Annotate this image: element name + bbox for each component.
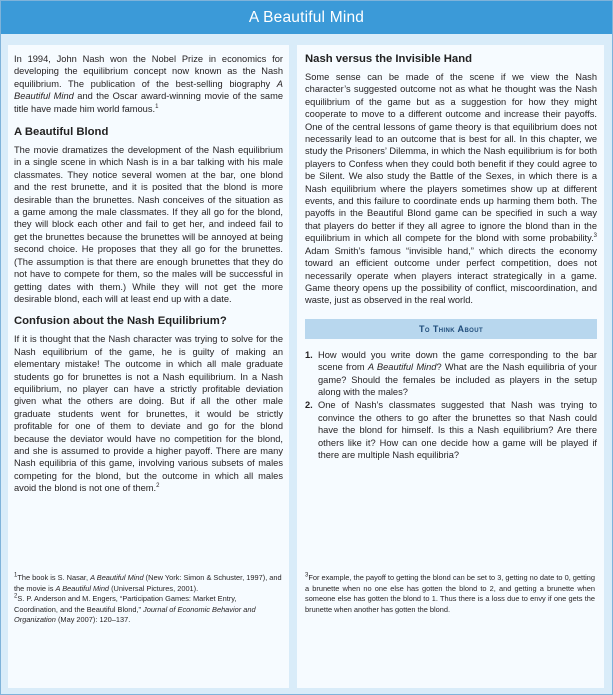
confusion-paragraph <box>14 333 283 494</box>
footnote-2-journal: Journal of Economic Behavior and Organization <box>14 604 256 625</box>
footnote-1-text-a: The book is S. Nasar, <box>17 573 91 582</box>
footnote-ref-1: 1 <box>155 103 159 110</box>
footnote-1 <box>14 573 282 594</box>
intro-text-2: and the Oscar award-winning movie of the same title have made him world famous. <box>14 91 283 114</box>
question-1-text <box>318 349 597 399</box>
to-think-about-header <box>305 319 597 339</box>
footnote-1-text-c: (Universal Pictures, 2001). <box>109 583 199 593</box>
invisible-text: Some sense can be made of the scene if we view the Nash character’s suggested outcome not as what he thought was the Nash equilibrium of the game but as a suggestion for how they might cooperate to move to a different outcome and increase their payoffs. One of the central lessons of game theory is that equilibrium does not necessarily lead to an outcome that is best for all. In this chapter, we study the Prisoners’ Dilemma, in which the Nash equilibrium is for both players to Confess when they could both benefit if they could agree to be Silent. We also study the Battle of the Sexes, in which there is a Nash equilibrium where the players sometimes show up at different events, and this failure to coordinate ends up harming them both. The payoffs in the Beautiful Blond game can be specified in such a way that players do better if they all agree to ignore the blond than in the equilibrium in which all compete for the blond with some probability. <box>305 72 597 244</box>
footnote-1-movie-title: A Beautiful Mind <box>55 583 110 593</box>
to-think-about-title: To Think About <box>418 323 484 334</box>
title-banner <box>1 1 612 34</box>
footnotes-right <box>305 573 595 615</box>
footnote-3 <box>305 573 595 615</box>
footnote-2-num: 2 <box>14 593 18 600</box>
question-item <box>305 399 597 461</box>
question-2-text: One of Nash’s classmates suggested that Nash was trying to convince the others to go after the brunettes so that Nash could have the blond for himself. Is this a Nash equilibrium? Are there others like it? How can one decide how a game will be played if there are multiple Nash equilibria? <box>318 400 597 460</box>
footnote-1-num: 1 <box>14 572 18 579</box>
invisible-text-2: Adam Smith’s famous “invisible hand,” which directs the economy toward an efficient outcome under perfect competition, does not necessarily operate when players interact strategically in a game. Game theory opens up the possibility of conflict, miscoordination, and waste, just as observed in the real world. <box>305 245 597 306</box>
intro-text: In 1994, John Nash won the Nobel Prize in economics for developing the equilibrium concept now known as the Nash equilibrium. The publication of the best-selling biography <box>14 54 283 89</box>
footnote-1-text-b: (New York: Simon & Schuster, 1997), and the movie is <box>14 573 282 593</box>
footnote-1-book-title: A Beautiful Mind <box>90 573 144 582</box>
question-list <box>305 349 597 462</box>
confusion-text: If it is thought that the Nash character was trying to solve for the Nash equilibrium of the game, he is guilty of making an elementary mistake! The outcome in which all male graduate students go for brunettes is not a Nash equilibrium. In a Nash equilibrium, no player can have a strictly profitable deviation given what the others are doing. But if all the other male graduate students went for brunettes, it would be strictly profitable for one of them to deviate and go for the blond because the deviator would have no competition for the blond, and she is assumed to provide a higher payoff. There are many Nash equilibria of this game, involving various subsets of males competing for the blond, but the outcome in which all males avoid the blond is not one of them. <box>14 334 283 494</box>
invisible-hand-paragraph <box>305 71 597 307</box>
footnote-2-text-b: (May 2007): 120–137. <box>55 615 131 625</box>
question-2-number: 2. <box>305 400 313 411</box>
intro-title-italic: A Beautiful Mind <box>14 78 283 102</box>
footnote-ref-3: 3 <box>593 233 597 240</box>
question-1-text-a: How would you write down the game corresponding to the bar scene from <box>318 349 597 373</box>
left-column <box>8 45 289 688</box>
footnotes-left <box>14 573 282 626</box>
section-heading-invisible-hand: Nash versus the Invisible Hand <box>305 53 472 65</box>
footnote-2 <box>14 594 282 626</box>
footnote-3-num: 3 <box>305 572 309 579</box>
footnote-2-text-a: S. P. Anderson and M. Engers, “Participation Games: Market Entry, Coordination, and the Beautiful Blond,” <box>14 594 237 614</box>
right-column <box>297 45 604 688</box>
section-heading-confusion: Confusion about the Nash Equilibrium? <box>14 315 227 328</box>
question-1-text-b: ? What are the Nash equilibria of your game? Should the females be included as players in the setup along with the males? <box>318 362 597 397</box>
blond-paragraph: The movie dramatizes the development of the Nash equilibrium in a single scene in which Nash is in a bar talking with his male classmates. They notice several women at the bar, one blond and the rest brunette, and it is posited that the blond is more desirable than the brunettes. Nash conceives of the situation as a game among the male classmates. If they all go for the blond, they will block each other and fail to get her, and indeed fail to get the brunettes because the brunettes will be annoyed at being second choice. He proposes that they all go for the brunettes. (The assumption is that there are enough brunettes that they do not have to compete for them, so the males will be successful in getting dates with them.) While they will not get the more desirable blond, each will at least end up with a date. <box>14 145 283 304</box>
intro-paragraph <box>14 53 283 115</box>
question-1-movie-title: A Beautiful Mind <box>367 362 437 373</box>
page-title: A Beautiful Mind <box>248 8 365 26</box>
question-item <box>305 349 597 399</box>
question-1-number: 1. <box>305 349 313 360</box>
section-heading-blond: A Beautiful Blond <box>14 126 109 139</box>
footnote-ref-2: 2 <box>156 483 160 490</box>
footnote-3-text: For example, the payoff to getting the blond can be set to 3, getting no date to 0, getting a brunette when no one else has gotten the blond to 2, and getting a brunette when someone else has gotten the blond to 1. Thus there is a loss due to envy if one gets the brunette when another has gotten the blond. <box>305 573 595 614</box>
